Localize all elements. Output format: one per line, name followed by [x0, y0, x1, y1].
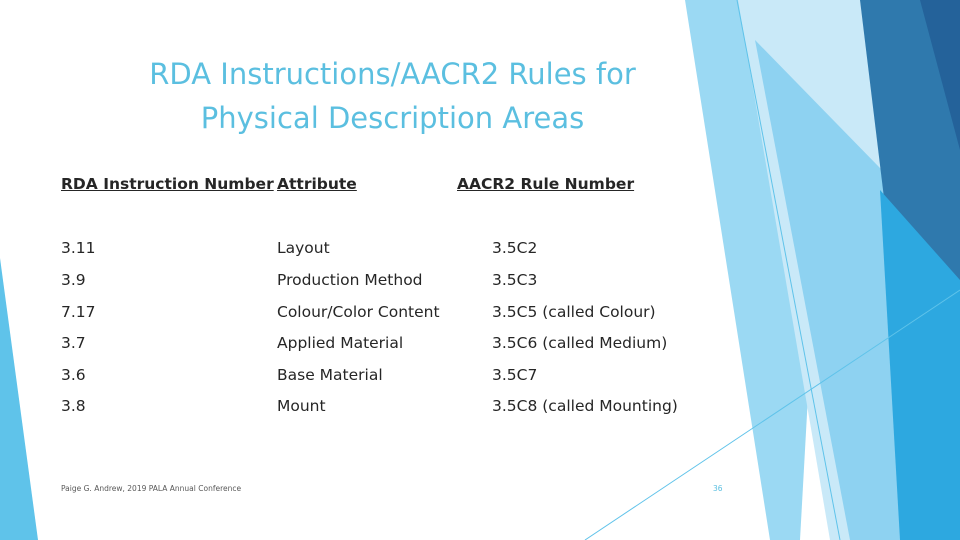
- table-cell: 3.5C5 (called Colour): [492, 303, 656, 321]
- table-cell: 7.17: [61, 303, 96, 321]
- title-line-2: Physical Description Areas: [200, 101, 585, 135]
- table-cell: 3.5C8 (called Mounting): [492, 397, 678, 415]
- table-cell: 3.5C6 (called Medium): [492, 334, 668, 352]
- left-accent-shape: [0, 258, 38, 540]
- page-number: 36: [713, 484, 723, 493]
- table-cell: Layout: [277, 239, 330, 257]
- table-cell: Applied Material: [277, 334, 404, 352]
- table-cell: 3.5C7: [492, 366, 538, 384]
- table-cell: 3.5C3: [492, 271, 538, 289]
- table-cell: 3.6: [61, 366, 86, 384]
- slide-footer: Paige G. Andrew, 2019 PALA Annual Conference: [61, 484, 242, 493]
- table-cell: Production Method: [277, 271, 423, 289]
- slide-title: [70, 52, 715, 140]
- table-cell: Base Material: [277, 366, 383, 384]
- title-line-1: RDA Instructions/AACR2 Rules for: [149, 57, 636, 91]
- header-rda-instruction: RDA Instruction Number: [61, 175, 274, 193]
- table-cell: Mount: [277, 397, 326, 415]
- table-cell: 3.8: [61, 397, 86, 415]
- header-aacr2-rule: AACR2 Rule Number: [457, 175, 635, 193]
- table-cell: 3.9: [61, 271, 86, 289]
- table-cell: 3.11: [61, 239, 96, 257]
- table-cell: 3.7: [61, 334, 86, 352]
- table-cell: 3.5C2: [492, 239, 538, 257]
- table-cell: Colour/Color Content: [277, 303, 440, 321]
- header-attribute: Attribute: [277, 175, 357, 193]
